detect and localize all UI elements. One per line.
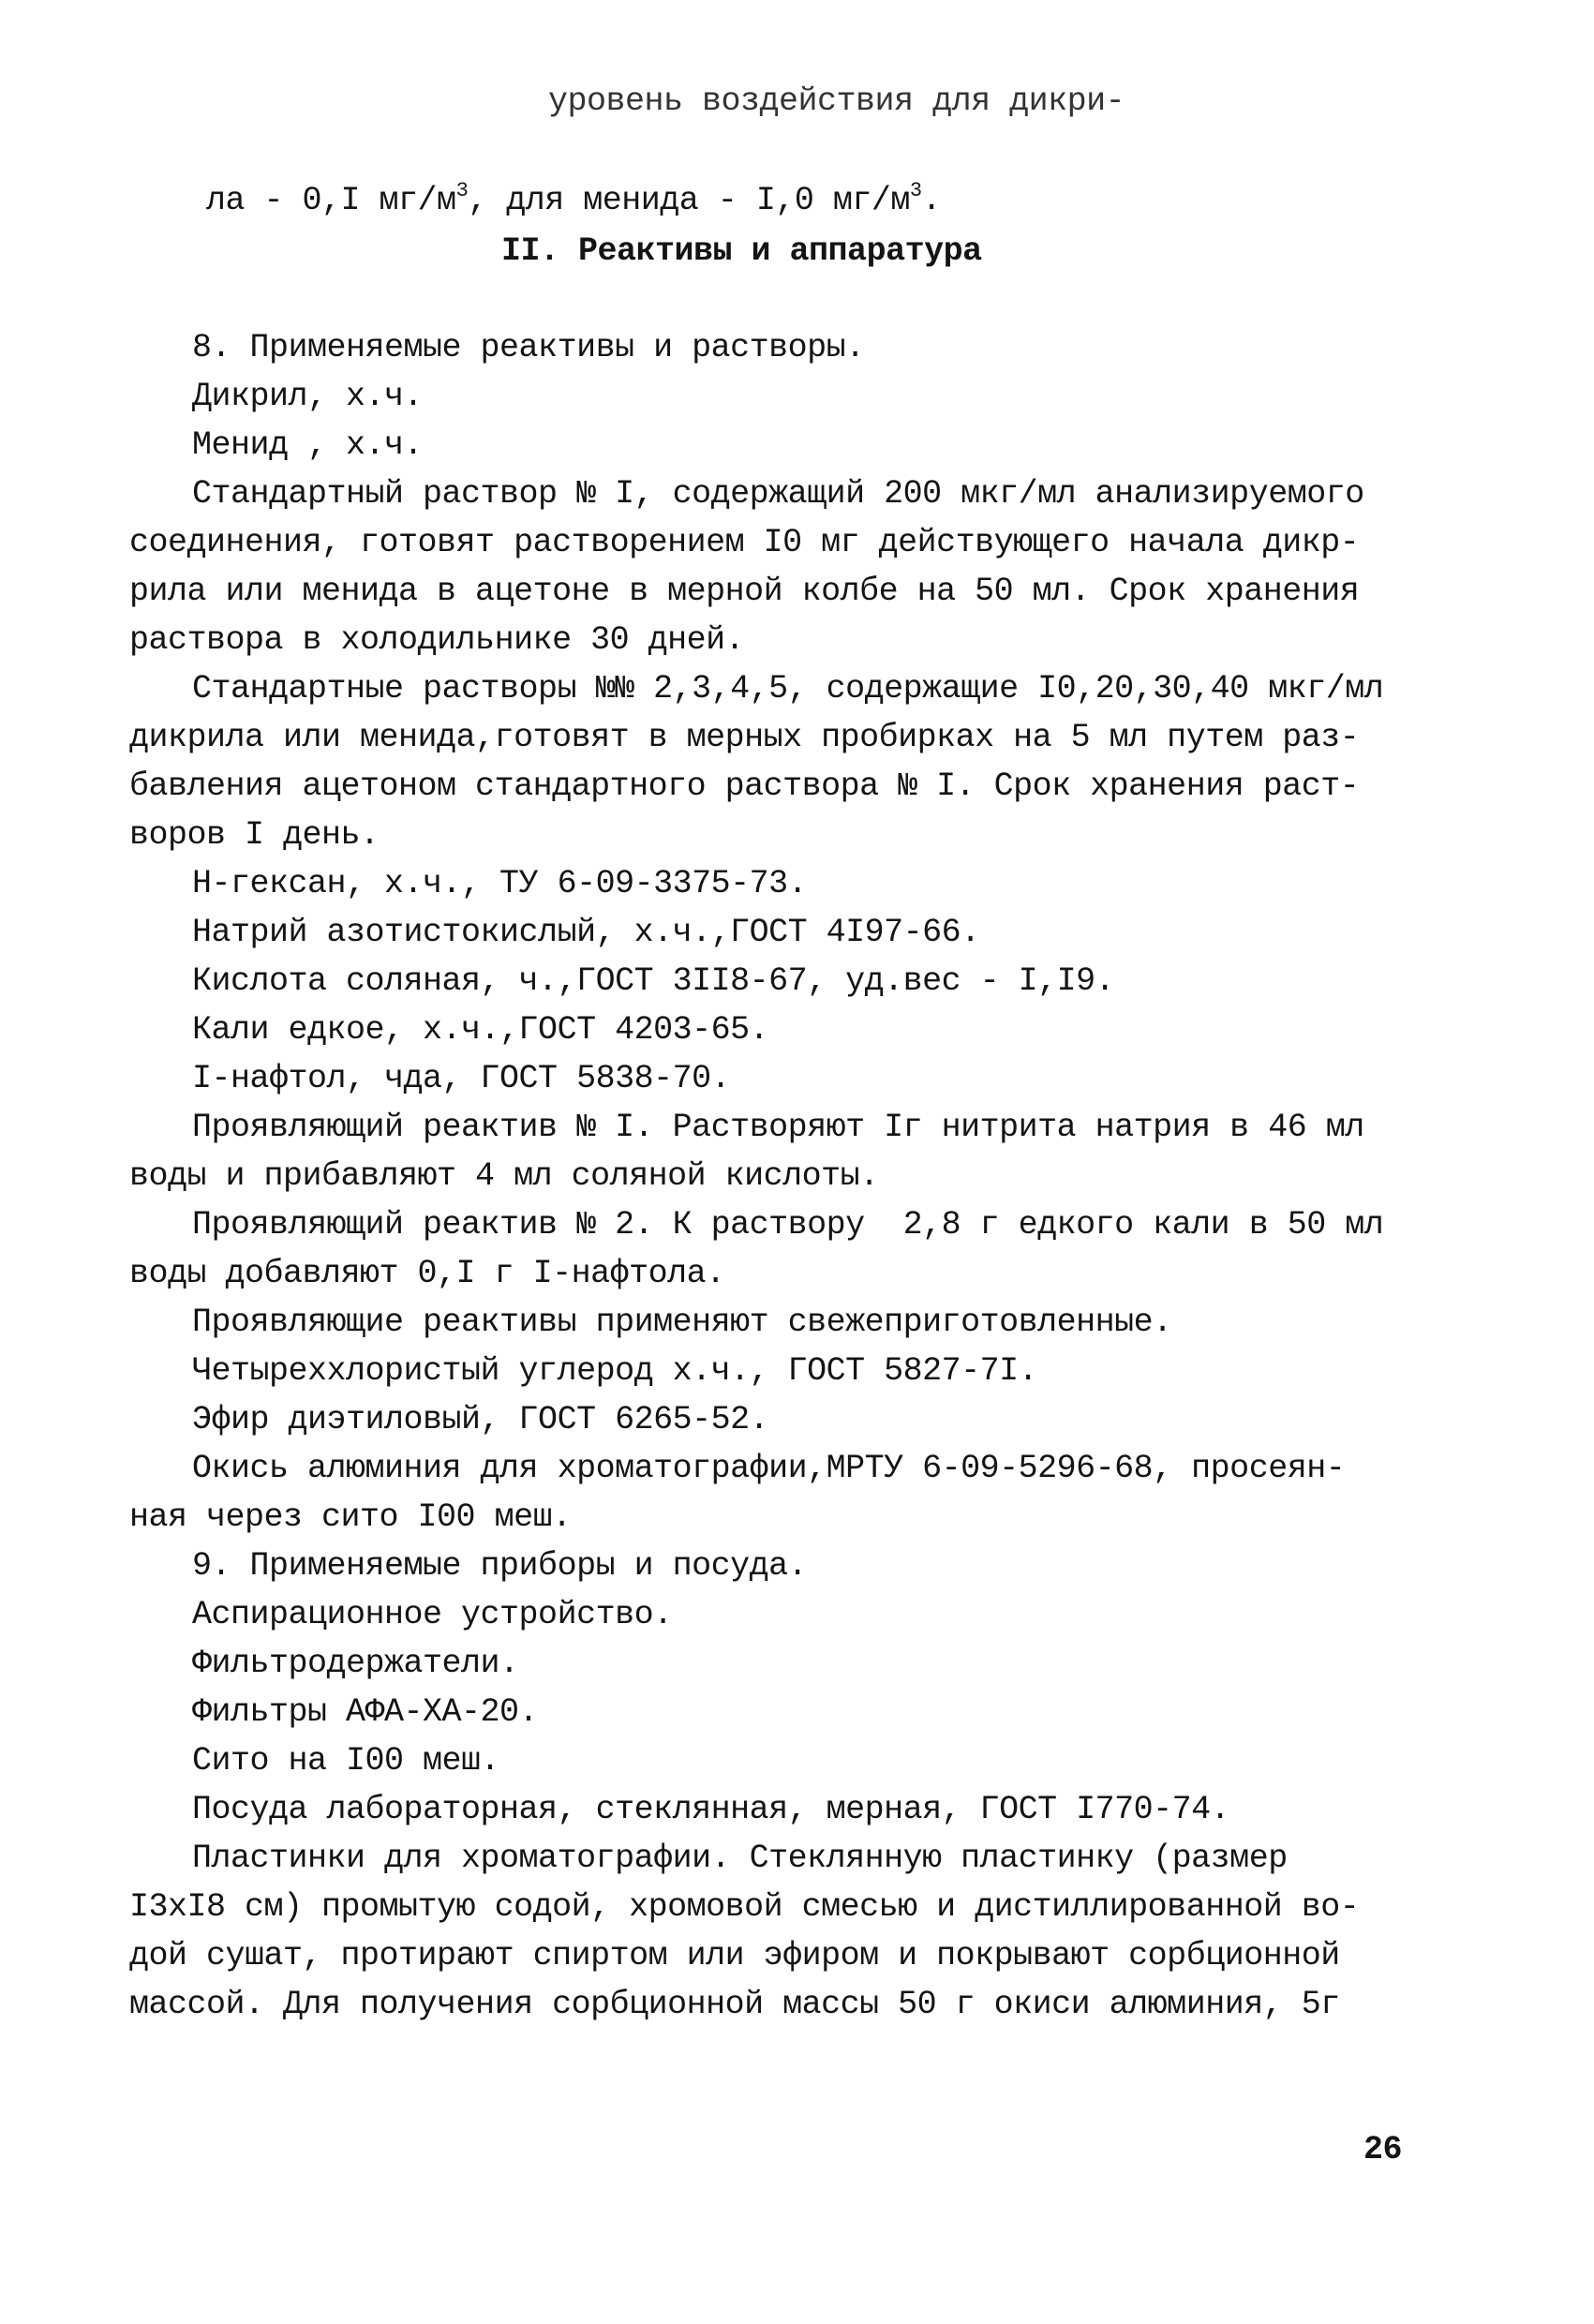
text-line: Проявляющий реактив № 2. К раствору 2,8 г едкого кали в 50 мл [192,1206,1384,1244]
text-line: рила или менида в ацетоне в мерной колбе на 50 мл. Срок хранения [129,573,1360,610]
text-line: дикрила или менида,готовят в мерных пробирках на 5 мл путем раз- [129,719,1360,756]
text-line: Эфир диэтиловый, ГОСТ 6265-52. [192,1401,769,1438]
text-line: Окись алюминия для хроматографии,МРТУ 6-09-5296-68, просеян- [192,1450,1346,1487]
line1-text: ла - 0,I мг/м [206,182,456,219]
text-line: раствора в холодильнике 30 дней. [129,621,745,659]
text-line: воров I день. [129,816,380,854]
line1-rest: , для менида - I,0 мг/м [468,182,910,219]
text-line: Фильтродержатели. [192,1645,519,1682]
text-line: Стандартный раствор № I, содержащий 200 мкг/мл анализируемого [192,475,1364,513]
text-line: ная через сито I00 меш. [129,1498,572,1536]
text-line: соединения, готовят растворением I0 мг действующего начала дикр- [129,524,1360,561]
text-line: воды и прибавляют 4 мл соляной кислоты. [129,1157,879,1195]
text-line: Н-гексан, х.ч., ТУ 6-09-3375-73. [192,865,808,902]
text-line: Посуда лабораторная, стеклянная, мерная, ГОСТ I770-74. [192,1791,1230,1828]
text-line: бавления ацетоном стандартного раствора № I. Срок хранения раст- [129,767,1360,805]
text-line: Менид , х.ч. [192,426,424,464]
text-line: Стандартные растворы №№ 2,3,4,5, содержащие I0,20,30,40 мкг/мл [192,670,1384,708]
text-line: Сито на I00 меш. [192,1742,500,1780]
text-line: Дикрил, х.ч. [192,378,424,415]
superscript: 3 [909,179,922,202]
text-line: Проявляющий реактив № I. Растворяют Iг нитрита натрия в 46 мл [192,1109,1364,1146]
text-line: массой. Для получения сорбционной массы 50 г окиси алюминия, 5г [129,1986,1340,2023]
text-line: I-нафтол, чда, ГОСТ 5838-70. [192,1060,731,1097]
page-number: 26 [1363,2131,1403,2168]
text-line: 9. Применяемые приборы и посуда. [192,1547,808,1585]
text-line: дой сушат, протирают спиртом или эфиром и покрывают сорбционной [129,1937,1340,1974]
superscript: 3 [455,179,469,202]
text-line: Фильтры АФА-ХА-20. [192,1693,539,1731]
text-line: воды добавляют 0,I г I-нафтола. [129,1255,725,1292]
text-line: Кислота соляная, ч.,ГОСТ 3II8-67, уд.вес - I,I9. [192,962,1115,1000]
line1-end: . [921,182,942,219]
text-line: Четыреххлористый углерод х.ч., ГОСТ 5827-7I. [192,1352,1038,1390]
top-fragment-line: уровень воздействия для дикри- [548,82,1125,120]
text-line: Кали едкое, х.ч.,ГОСТ 4203-65. [192,1011,769,1049]
text-line: 8. Применяемые реактивы и растворы. [192,329,865,366]
text-line: Пластинки для хроматографии. Стеклянную пластинку (размер [192,1840,1288,1877]
text-line: Натрий азотистокислый, х.ч.,ГОСТ 4I97-66. [192,914,980,951]
section-title: II. Реактивы и аппаратура [501,232,982,270]
text-line: Проявляющие реактивы применяют свежеприготовленные. [192,1304,1172,1341]
text-line: Аспирационное устройство. [192,1596,673,1633]
text-line: I3хI8 см) промытую содой, хромовой смесью и дистиллированной во- [129,1888,1360,1926]
